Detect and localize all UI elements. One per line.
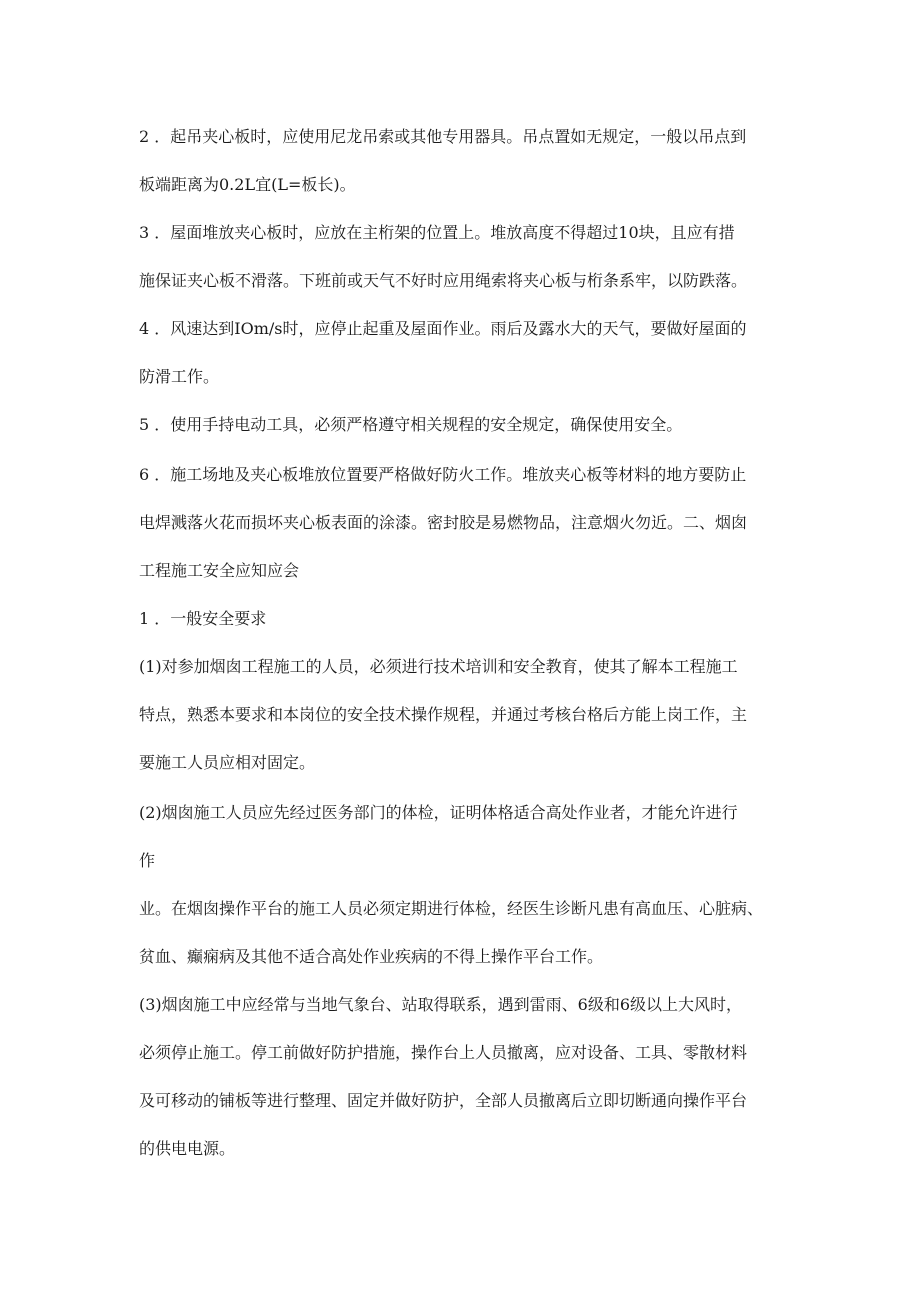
text-line: (1)对参加烟囱工程施工的人员，必须进行技术培训和安全教育，使其了解本工程施工 bbox=[139, 657, 738, 676]
text-line: 电焊溅落火花而损坏夹心板表面的涂漆。密封胶是易燃物品，注意烟火勿近。二、烟囱 bbox=[139, 513, 748, 532]
text-line: 5 ．使用手持电动工具，必须严格遵守相关规程的安全规定，确保使用安全。 bbox=[139, 415, 683, 434]
text-line: 作 bbox=[139, 851, 156, 870]
text-line: (2)烟囱施工人员应先经过医务部门的体检，证明体格适合高处作业者，才能允许进行 bbox=[139, 803, 738, 822]
text-line: 3 ．屋面堆放夹心板时，应放在主桁架的位置上。堆放高度不得超过10块，且应有措 bbox=[139, 223, 735, 242]
text-line: 特点，熟悉本要求和本岗位的安全技术操作规程，并通过考核台格后方能上岗工作，主 bbox=[139, 705, 748, 724]
text-line: 必须停止施工。停工前做好防护措施，操作台上人员撤离，应对设备、工具、零散材料 bbox=[139, 1043, 748, 1062]
text-line: 6 ．施工场地及夹心板堆放位置要严格做好防火工作。堆放夹心板等材料的地方要防止 bbox=[139, 465, 747, 484]
text-line: (3)烟囱施工中应经常与当地气象台、站取得联系，遇到雷雨、6级和6级以上大风时， bbox=[139, 995, 743, 1014]
text-line: 2 ．起吊夹心板时，应使用尼龙吊索或其他专用器具。吊点置如无规定，一般以吊点到 bbox=[139, 127, 747, 146]
text-line: 施保证夹心板不滑落。下班前或天气不好时应用绳索将夹心板与桁条系牢，以防跌落。 bbox=[139, 271, 748, 290]
text-line: 1 ．一般安全要求 bbox=[139, 609, 267, 628]
text-line: 要施工人员应相对固定。 bbox=[139, 753, 316, 772]
text-line: 板端距离为0.2L宜(L=板长)。 bbox=[139, 175, 356, 194]
text-line: 业。在烟囱操作平台的施工人员必须定期进行体检，经医生诊断凡患有高血压、心脏病、 bbox=[139, 899, 764, 918]
text-line: 工程施工安全应知应会 bbox=[139, 561, 300, 580]
text-line: 及可移动的铺板等进行整理、固定并做好防护，全部人员撤离后立即切断通向操作平台 bbox=[139, 1091, 748, 1110]
text-line: 4 ．风速达到IOm/s时，应停止起重及屋面作业。雨后及露水大的天气，要做好屋面的 bbox=[139, 319, 747, 338]
text-line: 防滑工作。 bbox=[139, 367, 220, 386]
text-line: 的供电电源。 bbox=[139, 1139, 236, 1158]
text-line: 贫血、癫痫病及其他不适合高处作业疾病的不得上操作平台工作。 bbox=[139, 947, 604, 966]
